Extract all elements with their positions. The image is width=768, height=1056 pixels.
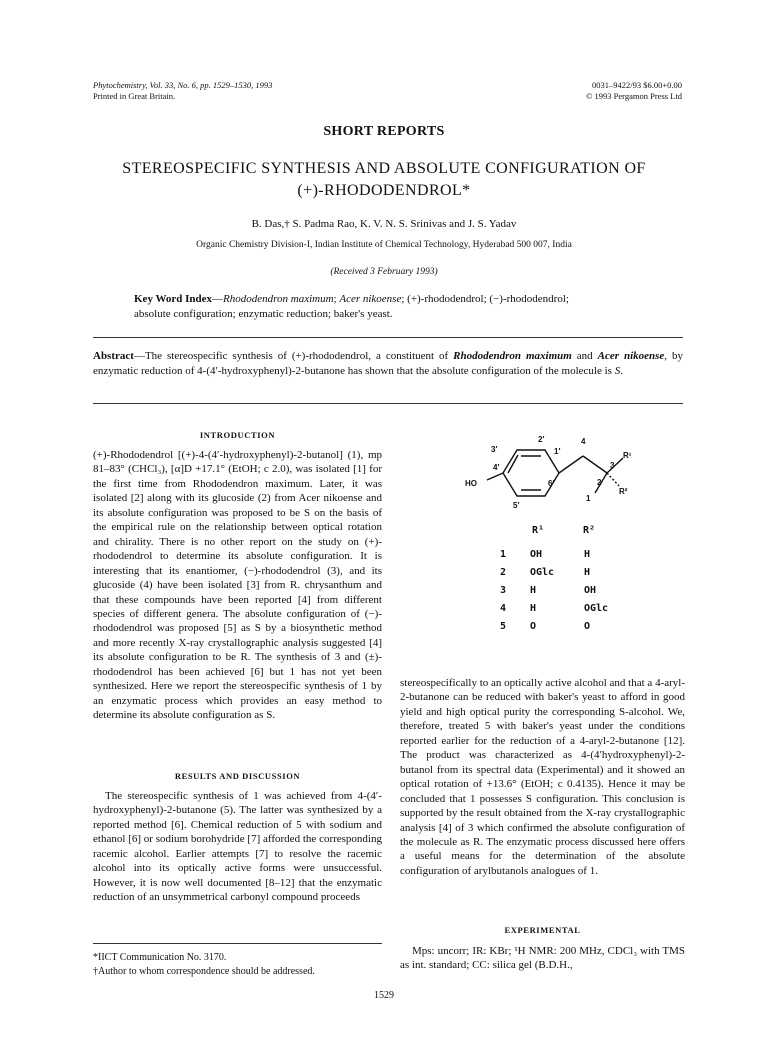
introduction-heading: INTRODUCTION — [199, 430, 276, 440]
title-line-1: STEREOSPECIFIC SYNTHESIS AND ABSOLUTE CONFIGURATION OF — [122, 160, 646, 177]
bond-c3 — [583, 456, 607, 473]
title-line-2: (+)-RHODODENDROL* — [297, 182, 471, 199]
copyright-line: © 1993 Pergamon Press Ltd — [585, 91, 682, 101]
compound-table — [500, 525, 650, 645]
pos-6prime: 6′ — [548, 479, 555, 488]
abstract-text-2: and — [571, 350, 598, 362]
keyword-index — [134, 292, 654, 322]
experimental-heading: EXPERIMENTAL — [504, 925, 581, 935]
table-row-r2: O — [584, 621, 591, 632]
abstract-text-3: , by enzymatic reduction of 4-(4′-hydroxyphenyl)-2-butanone has shown that the absolute configuration of the molecule is — [93, 350, 683, 377]
received-date: (Received 3 February 1993) — [330, 267, 438, 277]
results-continued — [400, 676, 685, 878]
keyword-2: Acer nikoense — [339, 293, 402, 305]
keywords-sep: ; — [333, 293, 340, 305]
journal-citation — [93, 80, 272, 102]
abstract-species-2: Acer nikoense — [597, 350, 665, 362]
printed-line: Printed in Great Britain. — [93, 91, 176, 101]
abstract-text-4: . — [620, 365, 623, 377]
table-row-r2: H — [584, 549, 591, 560]
table-header-r2: R² — [583, 525, 596, 536]
bond-r2 — [607, 473, 619, 486]
footnote-2: †Author to whom correspondence should be addressed. — [93, 966, 315, 977]
table-row-number: 4 — [500, 603, 507, 614]
pos-5prime: 5′ — [513, 501, 520, 510]
footnote-1: *IICT Communication No. 3170. — [93, 952, 227, 963]
r1-label: R¹ — [623, 451, 632, 460]
introduction-paragraph: (+)-Rhododendrol [(+)-4-(4′-hydroxyphenyl)-2-butanol] (1), mp 81–83° (CHCl₃), [α]D +17.1° (EtOH; c 2.0), was isolated [1] for the first time from Rhododendron maximum. Later, it was isolated [2] along with its glucoside (2) from Acer nikoense and its absolute configuration was proposed to be S on the basis of the empirical rule on the relationship between optical rotation and chirality. There is no other report on the study on (+)-rhododendrol to determine its absolute configuration. It is interesting that its enantiomer, (−)-rhododendrol (3), and its glucoside (4) have been isolated [3] from R. chrysanthum and that these compounds have been reported [4] from different species of different genera. The absolute configuration of (−)-rhododendrol was proposed [5] as S by a biosynthetic method and more recently X-ray crystallographic analysis suggested [4] its absolute configuration to be R. The synthesis of 3 and (±)-rhododendrol has been achieved [6] but 1 has not yet been synthesized. Here we report the stereospecific synthesis of 1 by an enzymatic process which provides an easy method to determine its absolute configuration as S. — [93, 449, 382, 722]
r2-label: R² — [619, 487, 628, 496]
pos-4prime: 4′ — [493, 463, 500, 472]
abstract — [93, 349, 683, 379]
page-number: 1529 — [374, 990, 394, 1001]
rhododendrol-structure — [455, 428, 695, 518]
pos-1prime: 1′ — [554, 447, 561, 456]
ho-label: HO — [465, 479, 477, 488]
table-row-number: 1 — [500, 549, 507, 560]
results-paragraph-1: The stereospecific synthesis of 1 was achieved from 4-(4′-hydroxyphenyl)-2-butanone (5). The latter was synthesized by a reported method [6]. Chemical reduction of 5 with sodium and ethanol [6] or sodium borohydride [7] afforded the corresponding racemic alcohol. Earlier attempts [7] to resolve the racemic alcohol into its optically active forms were unsuccessful. However, it is now well documented [8–12] that the enzymatic reduction of an unsymmetrical carbonyl compound proceeds — [93, 790, 382, 904]
table-row-r1: OGlc — [530, 567, 555, 578]
keywords-rest-1: ; (+)-rhododendrol; (−)-rhododendrol; — [401, 293, 569, 305]
abstract-label: Abstract — [93, 350, 134, 362]
table-row-number: 2 — [500, 567, 507, 578]
bond-c4 — [559, 456, 583, 473]
pos-1: 1 — [586, 494, 591, 503]
experimental-paragraph: Mps: uncorr; IR: KBr; ¹H NMR: 200 MHz, CDCl₃ with TMS as int. standard; CC: silica gel (B.D.H., — [400, 945, 685, 972]
table-header-r1: R¹ — [532, 525, 545, 536]
experimental-text — [400, 944, 685, 973]
publisher-info — [560, 80, 682, 102]
table-row-r2: H — [584, 567, 591, 578]
table-row-number: 5 — [500, 621, 507, 632]
code-line: 0031–9422/93 $6.00+0.00 — [591, 80, 682, 90]
results-text — [93, 789, 382, 905]
divider-top — [93, 337, 683, 338]
pos-3prime: 3′ — [491, 445, 498, 454]
footnote-divider — [93, 943, 382, 944]
article-title — [110, 158, 658, 202]
pos-2: 2 — [597, 478, 602, 487]
keywords-label: Key Word Index — [134, 293, 213, 305]
journal-line: Phytochemistry, Vol. 33, No. 6, pp. 1529–1530, 1993 — [93, 80, 273, 90]
results-paragraph-2: stereospecifically to an optically active alcohol and that a 4-aryl-2-butanone can be reduced with baker's yeast to afford in good yield and high optical purity the corresponding S-alcohol. We, therefore, treated 5 with baker's yeast under the conditions reported earlier for the reduction of a 4-aryl-2-butanone [12]. The product was characterized as 4-(4′hydroxyphenyl)-2-butanol from its spectral data (Experimental) and it showed an optical rotation of +13.6° (EtOH; c 0.4135). Hence it may be concluded that 1 possesses S configuration. This conclusion is supported by the result obtained from the X-ray crystallographic analysis [4] of 3 which confirmed the absolute configuration of the molecule as R. The enzymatic process discussed here offers a useful means for the determination of the absolute configuration of arylbutanols analogues of 1. — [400, 677, 685, 877]
abstract-text-1: —The stereospecific synthesis of (+)-rhododendrol, a constituent of — [133, 350, 454, 362]
abstract-config: S — [614, 365, 621, 377]
affiliation: Organic Chemistry Division-I, Indian Institute of Chemical Technology, Hyderabad 500 007, India — [196, 240, 572, 250]
abstract-species-1: Rhododendron maximum — [453, 350, 572, 362]
introduction-text — [93, 448, 382, 723]
section-title: SHORT REPORTS — [323, 124, 445, 139]
pos-4: 4 — [581, 437, 586, 446]
keywords-rest-2: absolute configuration; enzymatic reduction; baker's yeast. — [134, 308, 393, 320]
table-row-r1: H — [530, 585, 537, 596]
results-heading: RESULTS AND DISCUSSION — [174, 771, 301, 781]
divider-bottom — [93, 403, 683, 404]
bond-oh — [487, 473, 503, 480]
benzene-ring — [503, 450, 559, 496]
footnotes — [93, 951, 382, 979]
table-row-r2: OGlc — [584, 603, 609, 614]
table-row-r1: O — [530, 621, 537, 632]
pos-2prime: 2′ — [538, 435, 545, 444]
pos-3: 3 — [610, 461, 615, 470]
table-row-r1: OH — [530, 549, 543, 560]
keywords-dash: — — [212, 293, 224, 305]
table-row-r2: OH — [584, 585, 597, 596]
table-row-r1: H — [530, 603, 537, 614]
keyword-1: Rhododendron maximum — [223, 293, 334, 305]
authors: B. Das,† S. Padma Rao, K. V. N. S. Srinivas and J. S. Yadav — [251, 218, 517, 230]
table-row-number: 3 — [500, 585, 507, 596]
